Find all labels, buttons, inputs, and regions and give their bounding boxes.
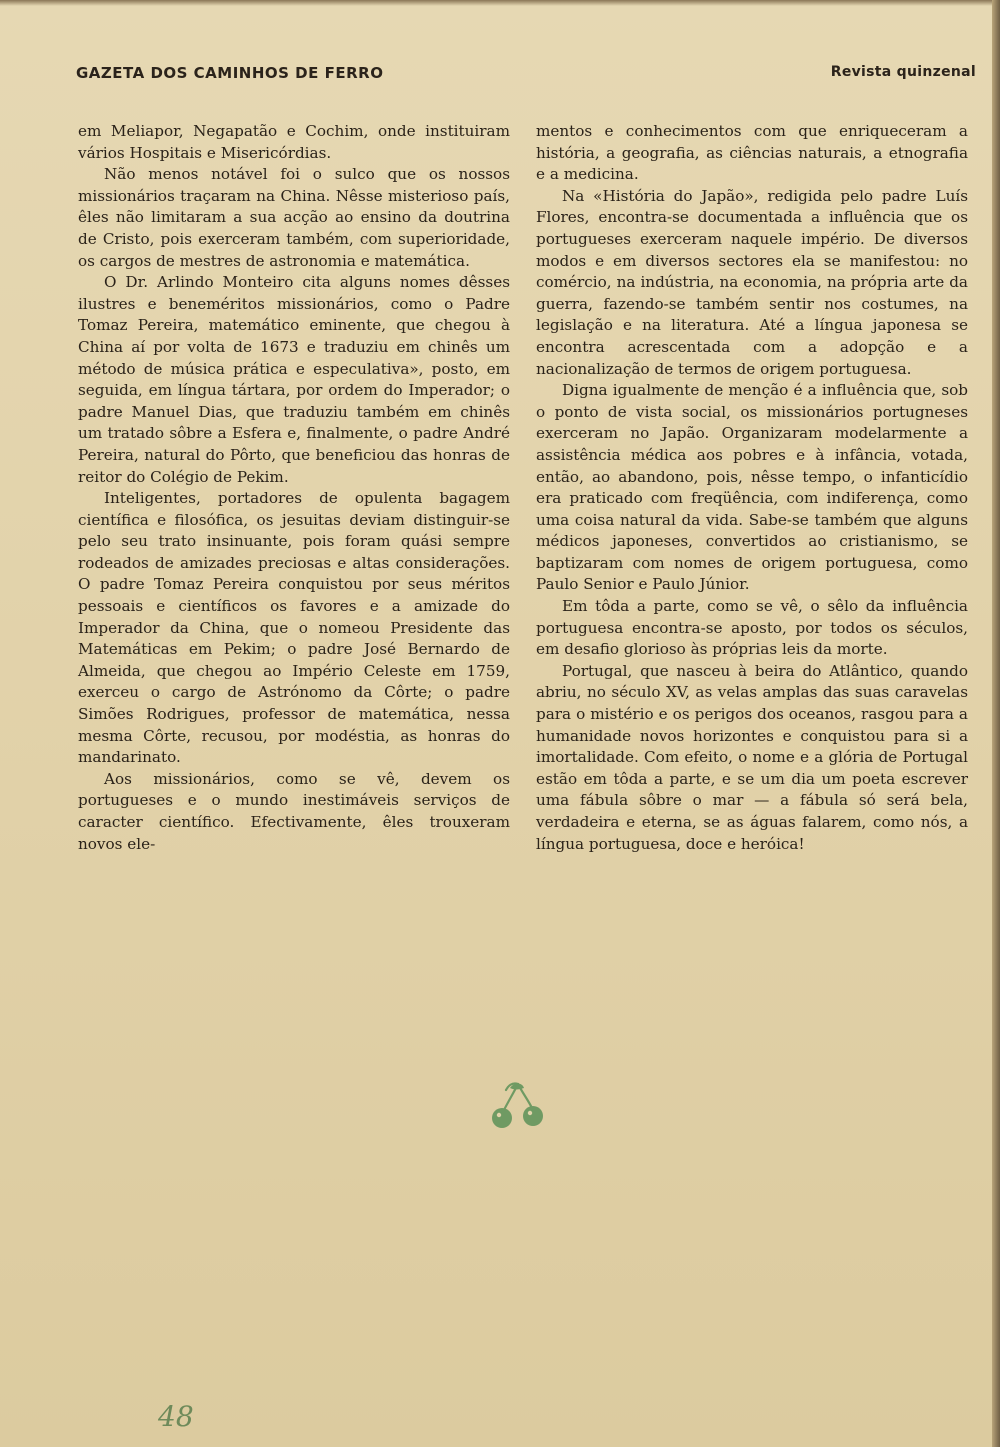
page-edge-shadow-top — [0, 0, 1000, 6]
cherries-ornament-icon — [488, 1080, 548, 1132]
page-edge-shadow-right — [992, 0, 1000, 1447]
paragraph: O Dr. Arlindo Monteiro cita alguns nomes dêsses ilustres e beneméritos missionários, como o Padre Tomaz Pereira, matemático eminente, que chegou à China aí por volta de 1673 e traduziu em chinês um método de música prática e especulativa», posto, em seguida, em língua tártara, por ordem do Imperador; o padre Manuel Dias, que traduziu também em chinês um tratado sôbre a Esfera e, finalmente, o padre André Pereira, natural do Pôrto, que beneficiou das honras de reitor do Colégio de Pekim. — [78, 273, 510, 486]
publication-title: GAZETA DOS CAMINHOS DE FERRO — [76, 64, 384, 82]
paragraph: em Meliapor, Negapatão e Cochim, onde instituiram vários Hospitais e Misericórdias. — [78, 122, 510, 162]
publication-frequency: Revista quinzenal — [830, 64, 976, 80]
paragraph: Não menos notável foi o sulco que os nossos missionários traçaram na China. Nêsse misterioso país, êles não limitaram a sua acção ao ensino da doutrina de Cristo, pois exerceram também, com superioridade, os cargos de mestres de astronomia e matemática. — [78, 165, 510, 270]
paragraph: Portugal, que nasceu à beira do Atlântico, quando abriu, no século XV, as velas amplas das suas caravelas para o mistério e os perigos dos oceanos, rasgou para a humanidade novos horizontes e conquistou para si a imortalidade. Com efeito, o nome e a glória de Portugal estão em tôda a parte, e se um dia um poeta escrever uma fábula sôbre o mar — a fábula só será bela, verdadeira e eterna, se as águas falarem, como nós, a língua portuguesa, doce e heróica! — [536, 661, 968, 853]
page-number: 48 — [158, 1400, 194, 1433]
paragraph: Em tôda a parte, como se vê, o sêlo da influência portuguesa encontra-se aposto, por todos os séculos, em desafio glorioso às próprias leis da morte. — [536, 597, 968, 659]
running-header — [76, 64, 976, 86]
paragraph: mentos e conhecimentos com que enriqueceram a história, a geografia, as ciências naturais, a etnografia e a medicina. — [536, 122, 968, 184]
paragraph: Aos missionários, como se vê, devem os portugueses e o mundo inestimáveis serviços de caracter científico. Efectivamente, êles trouxeram novos ele- — [78, 769, 510, 853]
paragraph: Digna igualmente de menção é a influência que, sob o ponto de vista social, os missionários portugneses exerceram no Japão. Organizaram modelarmente a assistência médica aos pobres e à infância, votada, então, ao abandono, pois, nêsse tempo, o infanticídio era praticado com freqüência, com indiferença, como uma coisa natural da vida. Sabe-se também que alguns médicos japoneses, convertidos ao cristianismo, se baptizaram com nomes de origem portuguesa, como Paulo Senior e Paulo Júnior. — [536, 381, 968, 594]
paragraph: Na «História do Japão», redigida pelo padre Luís Flores, encontra-se documentada a influência que os portugueses exerceram naquele império. De diversos modos e em diversos sectores ela se manifestou: no comércio, na indústria, na economia, na própria arte da guerra, fazendo-se também sentir nos costumes, na legislação e na literatura. Até a língua japonesa se encontra acrescentada com a adopção e a nacionalização de termos de origem portuguesa. — [536, 186, 968, 378]
text-column-left — [78, 121, 510, 855]
text-column-right — [536, 121, 968, 855]
paragraph: Inteligentes, portadores de opulenta bagagem científica e filosófica, os jesuitas deviam distinguir-se pelo seu trato insinuante, pois foram quási sempre rodeados de amizades preciosas e altas considerações. O padre Tomaz Pereira conquistou por seus méritos pessoais e científicos os favores e a amizade do Imperador da China, que o nomeou Presidente das Matemáticas em Pekim; o padre José Bernardo de Almeida, que chegou ao Império Celeste em 1759, exerceu o cargo de Astrónomo da Côrte; o padre Simões Rodrigues, professor de matemática, nessa mesma Côrte, recusou, por modéstia, as honras do mandarinato. — [78, 489, 510, 767]
